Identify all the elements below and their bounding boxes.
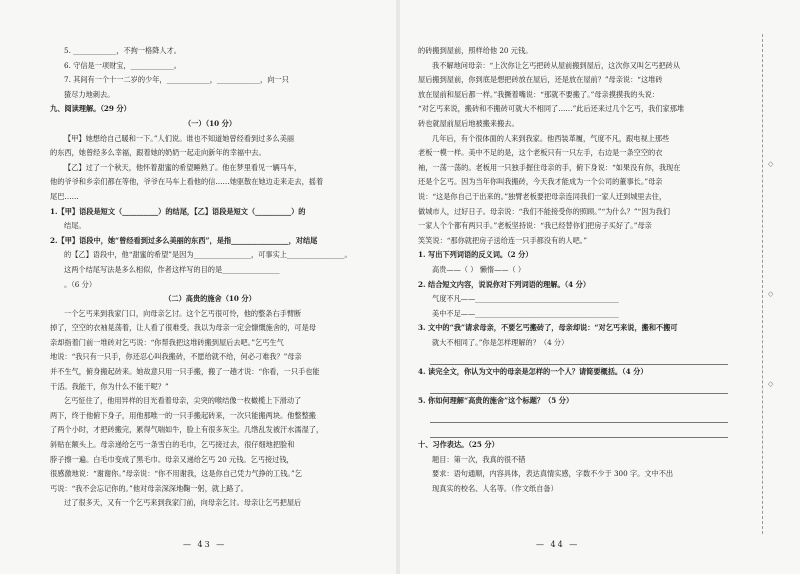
text-line: 结尾。 <box>64 221 86 231</box>
text-line: 尾巴…… <box>50 191 79 201</box>
text-line: 还是个乞丐。因为当年你叫我搬砖，今天我才能成为一个公司的董事长。”母亲 <box>418 177 663 187</box>
text-line: 几年后，有个很体面的人来到我家。他西装革履，气度不凡，跟电视上那些 <box>432 133 670 143</box>
answer-line <box>430 380 728 395</box>
text-line: （一）（10 分） <box>183 118 237 128</box>
text-line: 2. 结合短文内容，说说你对下列词语的理解。（4 分） <box>418 279 591 289</box>
text-line: 十、习作表达。（25 分） <box>418 440 499 450</box>
text-line: 地说：“我只有一只手，你还忍心叫我搬砖，不愿给就不给，何必刁难我？”母亲 <box>50 352 302 362</box>
text-line: “对乞丐来说，搬砖和不搬砖可就大不相同了……”此后还来过几个乞丐，我们家那堆 <box>418 104 685 114</box>
text-line: 7. 其间有一个十一二岁的少年，____________，____________，向一只 <box>64 75 289 85</box>
left-page <box>0 0 396 574</box>
text-line: 2.【甲】语段中，她“曾经看到过多么美丽的东西”，是指________________，对结尾 <box>50 235 318 245</box>
left-column <box>50 44 370 511</box>
text-line: 5. ____________，不拘一格降人才。 <box>64 46 181 55</box>
text-line: 并不生气，俯身搬起砖来。她故意只用一只手搬，搬了一趟才说：“你看，一只手也能 <box>50 367 320 377</box>
text-line: 掉了，空空的衣袖晃荡着，让人看了很难受。我以为母亲一定会慷慨施舍的，可是母 <box>50 323 316 333</box>
text-line: 他的爷爷和乡亲们都在等他，爷爷在马车上看他的信……她驱散在她边走来走去，摇着 <box>50 177 324 187</box>
text-line: 乞丐怔住了，他用异样的目光看着母亲，尖突的喉结像一枚橄榄上下滑动了 <box>64 396 302 406</box>
answer-line <box>430 423 728 438</box>
text-line: 4. 读完全文，你认为文中的母亲是怎样的一个人？请简要概括。（4 分） <box>418 367 648 377</box>
text-line: 亲却指着门前一堆砖对乞丐说：“你帮我把这堆砖搬到屋后去吧。”乞丐生气 <box>50 337 284 347</box>
text-line: 过了很多天，又有一个乞丐来到我家门前，向母亲乞讨。母亲让乞丐把屋后 <box>64 498 302 508</box>
text-line: 砖也就屋前屋后地被搬来搬去。 <box>418 118 519 128</box>
text-line: 美中不足——________________________________________ <box>432 308 619 318</box>
text-line: 这两个结尾写法是多么相似，作者这样写的目的是________________ <box>64 264 280 274</box>
text-line: 老板一模一样。美中不足的是，这个老板只有一只左手，右边是一条空空的衣 <box>418 148 663 158</box>
text-line: 1. 写出下列词语的反义词。（2 分） <box>418 250 533 260</box>
answer-line <box>430 409 728 424</box>
text-line: 放在屋前和屋后都一样。”我撅着嘴说：“那就不要搬了。”母亲摸摸我的头说： <box>418 89 660 99</box>
text-line: 题目：第一次，我真的很不错 <box>432 454 526 464</box>
text-line: 的东西，她曾经多么幸福，跟着她的奶奶一起走向新年的幸福中去。 <box>50 148 266 158</box>
text-line: 现真实的校名、人名等。（作文纸自备） <box>432 483 558 493</box>
text-line <box>418 496 748 511</box>
right-page <box>400 0 800 574</box>
answer-line <box>430 350 728 365</box>
right-column <box>418 44 748 511</box>
text-line: 做城市人，过好日子。母亲说：“我们不能接受你的照顾。”“为什么？”“因为我们 <box>418 206 670 216</box>
text-line: 就大不相同了。”你是怎样理解的？（4 分） <box>432 337 569 347</box>
text-line: 的【乙】语段中，他“甜蜜的希望”是因为________________，可事实上________________。 <box>64 250 352 260</box>
text-line: 斜贴在额头上。母亲递给乞丐一条雪白的毛巾，乞丐接过去，很仔细地把脸和 <box>50 440 295 450</box>
text-line: 【甲】她想给自己暖和一下。”人们说。谁也不知道她曾经看到过多么美丽 <box>64 133 295 143</box>
binding-mark-low: ◇ <box>768 380 774 388</box>
text-line: 笑笑说：“那你就把房子送给连一只手都没有的人吧。” <box>418 235 588 245</box>
text-line: 高贵——（ ） 懒惰——（ ） <box>432 264 526 274</box>
text-line: 猹尽力地刺去。 <box>64 89 115 99</box>
text-line: 6. 守信是一项财宝，____________。 <box>64 60 181 70</box>
text-line: 屋后搬到屋前，你到底是想把砖放在屋后，还是放在屋前？”母亲说：“这堆砖 <box>418 75 663 85</box>
text-line: 很感激地说：“谢谢你。”母亲说：“你不用谢我，这是你自己凭力气挣的工钱。”乞 <box>50 469 302 479</box>
text-line: 袖，一荡一荡的。老板用一只独手握住母亲的手，俯下身说：“如果没有你，我现在 <box>418 162 681 172</box>
text-line: 九、阅读理解。（29 分） <box>50 104 131 114</box>
page-number-right: — 44 — <box>536 540 580 549</box>
text-line: 脖子擦一遍。白毛巾变成了黑毛巾。母亲又递给乞丐 20 元钱。乞丐接过钱， <box>50 454 294 464</box>
text-line: 。（6 分） <box>64 279 97 289</box>
text-line: 丐说：“我不会忘记你的。”他对母亲深深地鞠一躬，就上路了。 <box>50 483 248 493</box>
text-line: 干活。我能干，你为什么不能干呢？” <box>50 381 169 391</box>
binding-line <box>762 34 779 534</box>
text-line: （二）高贵的施舍（10 分） <box>164 294 256 304</box>
text-line: 两下，终于他俯下身子，用他那唯一的一只手搬起砖来，一次只能搬两块。他整整搬 <box>50 410 316 420</box>
text-line: 1.【甲】语段是短文（__________）的结尾，【乙】语段是短文（__________）的 <box>50 206 306 216</box>
page-number-left: — 43 — <box>183 540 227 549</box>
text-line: 3. 文中的“我”请求母亲，不要乞丐搬砖了，母亲却说：“对乞丐来说，搬和不搬可 <box>418 323 678 333</box>
text-line: 一个乞丐来到我家门口，向母亲乞讨。这个乞丐很可怜，他的整条右手臂断 <box>64 308 302 318</box>
text-line: 5. 你如何理解“高贵的施舍”这个标题？（5 分） <box>418 396 574 406</box>
text-line: 气度不凡——________________________________________ <box>432 294 619 304</box>
text-line: 一家人个个都有两只手。”老板坚持说：“我已经替你们把房子买好了。”母亲 <box>418 221 652 231</box>
text-line: 要求：语句通顺，内容具体，表达真情实感，字数不少于 300 字。文中不出 <box>432 469 674 479</box>
binding-mark-top: ◇ <box>768 160 774 168</box>
text-line: 我不解地问母亲：“上次你让乞丐把砖从屋前搬到屋后，这次你又叫乞丐把砖从 <box>432 60 681 70</box>
text-line: 【乙】过了一个秋天，他怀着甜蜜的希望睡熟了。他在梦里看见一辆马车， <box>64 162 302 172</box>
text-line: 的砖搬到屋前，照样给他 20 元钱。 <box>418 46 533 55</box>
text-line: 了两个小时，才把砖搬完，累得气喘如牛，脸上有很多灰尘。几绺乱发被汗水濡湿了， <box>50 425 324 435</box>
text-line: 说：“这是你自己干出来的。”独臂老板要把母亲连同我们一家人迁到城里去住， <box>418 191 667 201</box>
binding-mark-mid: ◇ <box>768 290 774 298</box>
